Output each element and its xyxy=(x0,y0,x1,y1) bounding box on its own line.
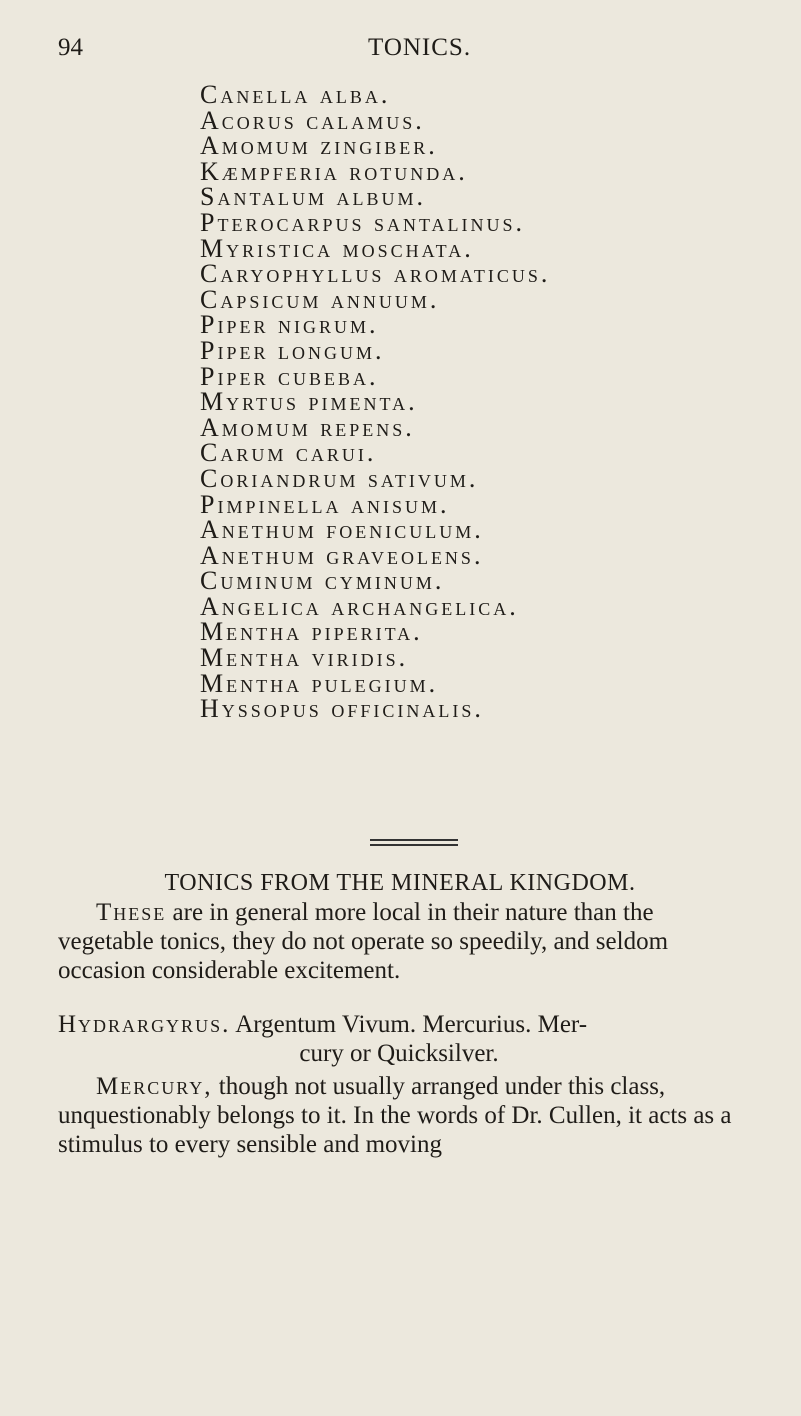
paragraph-text-continued: cury or Quicksilver. xyxy=(299,1040,499,1067)
paragraph-text: though not usually arranged under this class, unquestionably belongs to it. In the words of Dr. Cullen, it acts as a stimulus to every sensible and moving xyxy=(58,1073,732,1158)
list-item: Hyssopus officinalis. xyxy=(200,694,484,724)
section-divider xyxy=(370,839,458,841)
list-item: Anethum graveolens. xyxy=(200,540,484,570)
list-item: Kæmpferia rotunda. xyxy=(200,156,468,186)
list-item: Cuminum cyminum. xyxy=(200,566,445,596)
lead-word: Mercury, xyxy=(96,1073,213,1100)
plant-list xyxy=(200,82,550,722)
list-item: Canella alba. xyxy=(200,80,391,109)
list-item: Piper longum. xyxy=(200,335,385,365)
section-divider xyxy=(370,844,458,846)
list-item: Myrtus pimenta. xyxy=(200,387,418,417)
list-item: Acorus calamus. xyxy=(200,105,425,135)
entry-paragraph xyxy=(58,1010,740,1068)
paragraph-text: are in general more local in their nature than the vegetable tonics, they do not operate so speedily, and seldom occasion considerable excitement. xyxy=(58,899,669,984)
list-item: Santalum album. xyxy=(200,182,427,212)
list-item: Piper nigrum. xyxy=(200,310,379,340)
list-item: Pimpinella anisum. xyxy=(200,489,450,519)
list-item: Pterocarpus santalinus. xyxy=(200,207,526,237)
list-item: Amomum repens. xyxy=(200,412,415,442)
list-item: Mentha pulegium. xyxy=(200,668,439,698)
list-item: Anethum foeniculum. xyxy=(200,515,484,545)
list-item: Coriandrum sativum. xyxy=(200,463,479,493)
list-item: Caryophyllus aromaticus. xyxy=(200,259,551,289)
list-item: Mentha piperita. xyxy=(200,617,423,647)
list-item: Myristica moschata. xyxy=(200,233,474,263)
list-item: Amomum zingiber. xyxy=(200,131,438,161)
intro-paragraph xyxy=(58,898,740,985)
discussion-paragraph xyxy=(58,1072,740,1159)
lead-word: Hydrargyrus. xyxy=(58,1011,231,1038)
list-item: Capsicum annuum. xyxy=(200,284,440,314)
paragraph-text: Argentum Vivum. Mercurius. Mer- xyxy=(230,1011,588,1038)
list-item: Carum carui. xyxy=(200,438,377,468)
list-item: Piper cubeba. xyxy=(200,361,379,391)
lead-word: These xyxy=(96,899,167,926)
running-title: TONICS. xyxy=(368,34,472,61)
list-item: Mentha viridis. xyxy=(200,643,409,673)
list-item: Angelica archangelica. xyxy=(200,591,519,621)
section-title: TONICS FROM THE MINERAL KINGDOM. xyxy=(164,870,636,896)
page-number: 94 xyxy=(58,34,83,61)
